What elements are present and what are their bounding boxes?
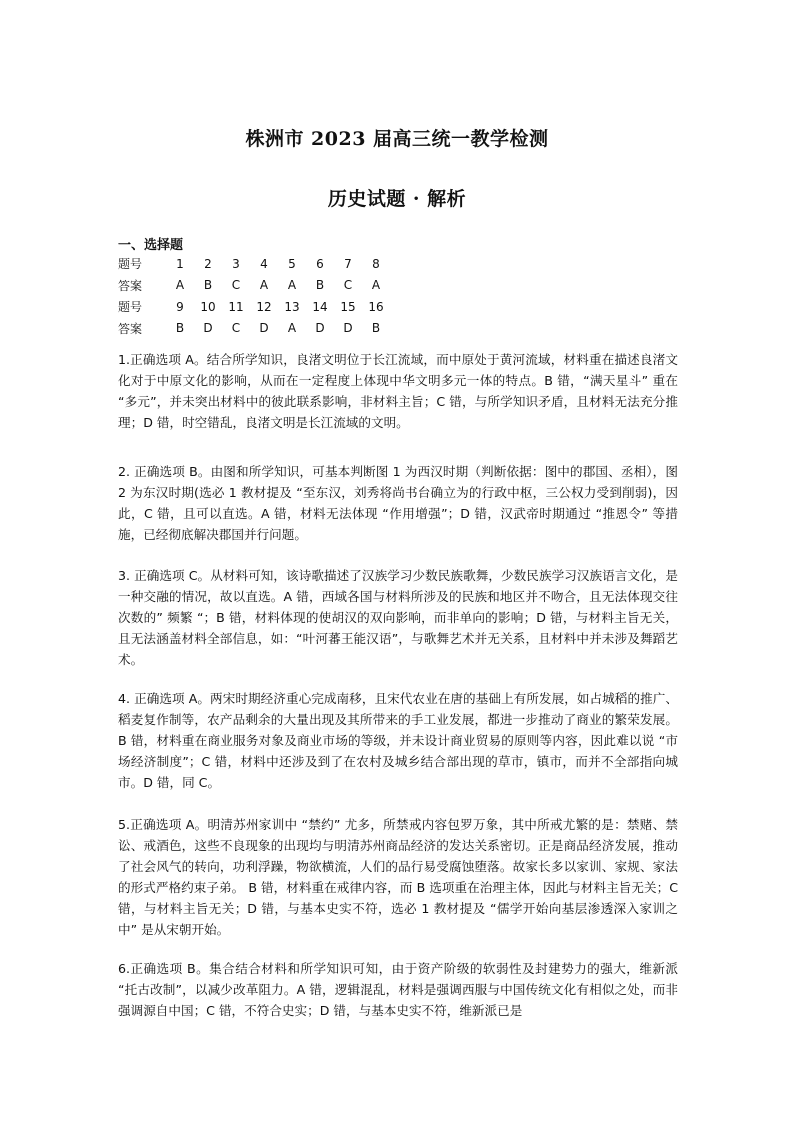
table-cell: 16 — [368, 299, 384, 314]
table-cell: B — [315, 278, 325, 293]
row-label: 题号 — [118, 300, 143, 315]
table-row — [118, 318, 390, 340]
row-label: 答案 — [118, 278, 143, 293]
table-cell: C — [231, 278, 241, 293]
table-cell: 9 — [176, 299, 184, 314]
explanation-paragraph-4: 4. 正确选项 A。两宋时期经济重心完成南移，且宋代农业在唐的基础上有所发展，如占城稻的推广、稻麦复作制等，农产品剩余的大量出现及其所带来的手工业发展，都进一步推动了商业的繁荣发展。B 错，材料重在商业服务对象及商业市场的等级，并未设计商业贸易的原则等内容，因此难以说 “市场经济制度”；C 错，材料中还涉及到了在农村及城乡结合部出现的草市，镇市，而并不全部指向城市。D 错，同 C。 — [118, 691, 678, 790]
table-cell: 11 — [228, 299, 244, 314]
row-label: 题号 — [118, 257, 143, 272]
table-cell: 15 — [340, 299, 356, 314]
table-cell: 14 — [312, 299, 328, 314]
table-cell: 5 — [288, 256, 296, 271]
table-row — [118, 296, 390, 318]
table-row — [118, 275, 390, 297]
table-cell: 1 — [176, 256, 184, 271]
table-row — [118, 253, 390, 275]
table-cell: 4 — [260, 256, 268, 271]
table-cell: C — [343, 278, 353, 293]
table-cell: 13 — [284, 299, 300, 314]
table-cell: B — [371, 321, 381, 336]
table-cell: A — [287, 321, 297, 336]
table-cell: A — [287, 278, 297, 293]
table-cell: A — [371, 278, 381, 293]
explanation-paragraph-1: 1.正确选项 A。结合所学知识，良渚文明位于长江流域，而中原处于黄河流域，材料重在描述良渚文化对于中原文化的影响，从而在一定程度上体现中华文明多元一体的特点。B 错，“满天星斗” 重在 “多元”，并未突出材料中的彼此联系影响，非材料主旨；C 错，与所学知识矛盾，且材料无法充分推理；D 错，时空错乱，良渚文明是长江流域的文明。 — [118, 352, 678, 430]
explanation-paragraph-3: 3. 正确选项 C。从材料可知，该诗歌描述了汉族学习少数民族歌舞，少数民族学习汉族语言文化，是一种交融的情况，故以直选。A 错，西域各国与材料所涉及的民族和地区并不吻合，且无法体现交往次数的” 频繁 “；B 错，材料体现的使胡汉的双向影响，而非单向的影响；D 错，与材料主旨无关，且无法涵盖材料全部信息，如：“叶河蕃王能汉语”，与歌舞艺术并无关系，且材料中并未涉及舞蹈艺术。 — [118, 568, 678, 667]
table-cell: B — [203, 278, 213, 293]
document-subtitle: 历史试题 · 解析 — [327, 188, 467, 210]
section-heading: 一、选择题 — [118, 238, 184, 253]
table-cell: 12 — [256, 299, 272, 314]
table-cell: 10 — [200, 299, 216, 314]
table-cell: 2 — [204, 256, 212, 271]
table-cell: A — [175, 278, 185, 293]
table-cell: D — [343, 321, 353, 336]
table-cell: D — [203, 321, 213, 336]
explanation-paragraph-5: 5.正确选项 A。明清苏州家训中 “禁约” 尤多，所禁戒内容包罗万象，其中所戒尤繁的是：禁赌、禁讼、戒酒色，这些不良现象的出现均与明清苏州商品经济的发达关系密切。正是商品经济发展，推动了社会风气的转向，功利浮躁，物欲横流，人们的品行易受腐蚀堕落。故家长多以家训、家规、家法 的形式严格约束子弟。 B 错，材料重在戒律内容，而 B 选项重在治理主体，因此与材料主旨无关；C 错，与材料主旨无关；D 错，与基本史实不符，选必 1 教材提及 “儒学开始向基层渗透深入家训之中” 是从宋朝开始。 — [118, 817, 678, 937]
table-cell: 8 — [372, 256, 380, 271]
explanation-paragraph-2: 2. 正确选项 B。由图和所学知识，可基本判断图 1 为西汉时期（判断依据：图中的郡国、丞相），图 2 为东汉时期(选必 1 教材提及 “至东汉，刘秀将尚书台确立为的行政中枢，三公权力受到削弱)，因此，C 错，且可以直选。A 错，材料无法体现 “作用增强”；D 错，汉武帝时期通过 “推恩令” 等措施，已经彻底解决郡国并行问题。 — [118, 464, 678, 542]
table-cell: B — [175, 321, 185, 336]
table-cell: C — [231, 321, 241, 336]
table-cell: A — [259, 278, 269, 293]
table-cell: D — [259, 321, 269, 336]
document-title: 株洲市 2023 届高三统一教学检测 — [245, 128, 549, 150]
table-cell: D — [315, 321, 325, 336]
table-cell: 7 — [344, 256, 352, 271]
row-label: 答案 — [118, 321, 143, 336]
table-cell: 3 — [232, 256, 240, 271]
answer-table — [118, 253, 390, 339]
table-cell: 6 — [316, 256, 324, 271]
explanation-paragraph-6: 6.正确选项 B。集合结合材料和所学知识可知，由于资产阶级的软弱性及封建势力的强大，维新派 “托古改制”，以减少改革阻力。A 错，逻辑混乱，材料是强调西服与中国传统文化有相似之处，而非强调源自中国；C 错，不符合史实；D 错，与基本史实不符，维新派已是 — [118, 961, 678, 1018]
